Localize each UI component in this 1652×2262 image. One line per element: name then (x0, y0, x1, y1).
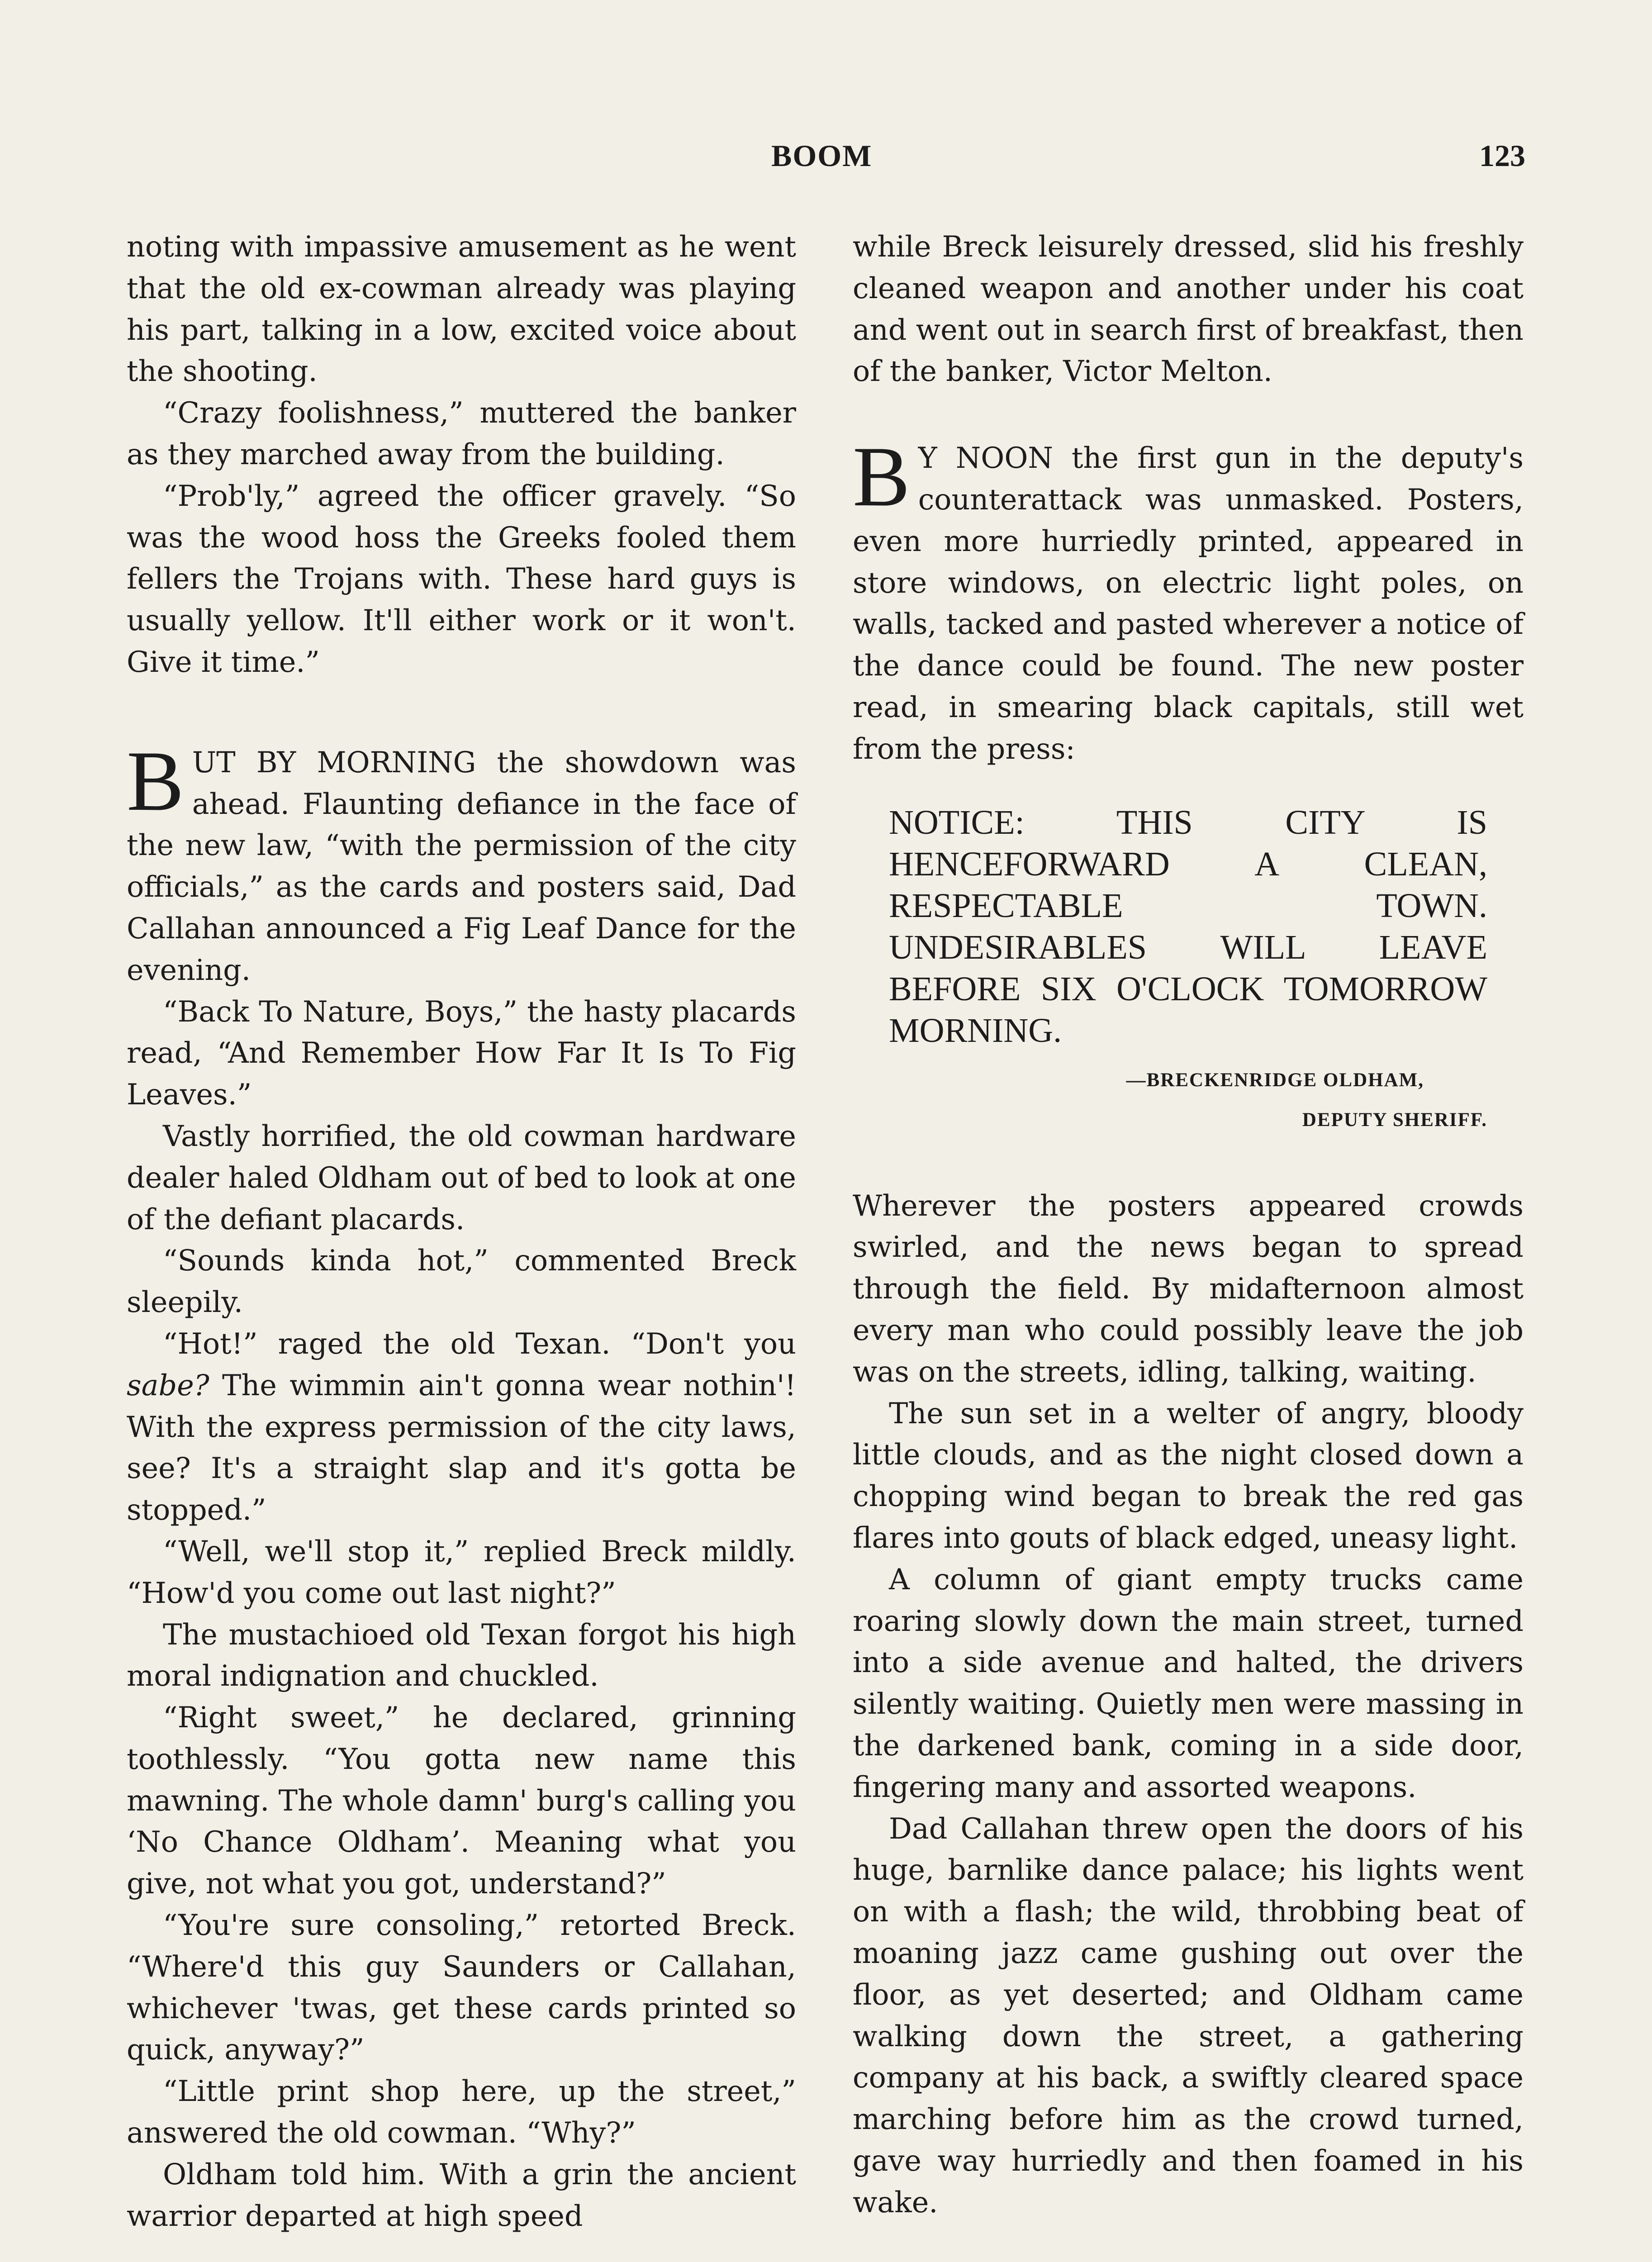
paragraph: Vastly horrified, the old cowman hardware dealer haled Oldham out of bed to look at one of the defiant placards. (127, 1119, 796, 1236)
paragraph-text: the first gun in the deputy's counterattack was unmasked. Posters, even more hurriedly printed, appeared in store windows, on electric light poles, on walls, tacked and pasted wherever a notice of the dance could be found. The new poster read, in smearing black capitals, still wet from the press: (853, 441, 1524, 765)
page-header (0, 138, 1652, 179)
paragraph-text: The wimmin ain't gonna wear nothin'! With the express permission of the city laws, see? It's a straight slap and it's gotta be stopped.” (127, 1368, 796, 1527)
paragraph: The mustachioed old Texan forgot his high moral indignation and chuckled. (127, 1617, 796, 1693)
drop-cap: B (127, 733, 184, 829)
paragraph (127, 1323, 796, 1531)
paragraph-text: “Hot!” raged the old Texan. “Don't you (163, 1326, 796, 1360)
paragraph: “Crazy foolishness,” muttered the banker as they marched away from the building. (127, 396, 796, 471)
paragraph: Wherever the posters appeared crowds swirled, and the news began to spread through the field. By midafternoon almost every man who could possibly leave the job was on the streets, idling, talking, waiting. (853, 1188, 1524, 1388)
paragraph-text: the showdown was ahead. Flaunting defiance in the face of the new law, “with the permission of the city officials,” as the cards and posters said, Dad Callahan announced a Fig Leaf Dance for the evening. (127, 745, 796, 987)
paragraph: “Well, we'll stop it,” replied Breck mildly. “How'd you come out last night?” (127, 1534, 796, 1610)
signature-name: —BRECKENRIDGE OLDHAM, (1126, 1069, 1424, 1091)
paragraph: Oldham told him. With a grin the ancient warrior departed at high speed (127, 2157, 796, 2233)
signature-title: DEPUTY SHERIFF. (1302, 1109, 1487, 1131)
paragraph: “You're sure consoling,” retorted Breck. “Where'd this guy Saunders or Callahan, whichever 'twas, get these cards printed so quick, anyway?” (127, 1908, 796, 2067)
paragraph: A column of giant empty trucks came roaring slowly down the main street, turned into a side avenue and halted, the drivers silently waiting. Quietly men were massing in the darkened bank, coming in a side door, fingering many and assorted weapons. (853, 1562, 1524, 1804)
running-title: BOOM (771, 138, 873, 173)
paragraph: noting with impassive amusement as he went that the old ex-cowman already was playing his part, talking in a low, excited voice about the shooting. (127, 230, 796, 388)
paragraph: “Prob'ly,” agreed the officer gravely. “So was the wood hoss the Greeks fooled them fellers the Trojans with. These hard guys is usually yellow. It'll either work or it won't. Give it time.” (127, 479, 796, 679)
section-opening-paragraph (853, 429, 1524, 770)
left-column (127, 226, 796, 2237)
drop-cap: B (853, 429, 910, 525)
paragraph: “Sounds kinda hot,” commented Breck sleepily. (127, 1244, 796, 1319)
section-lead-in: UT BY MORNING (192, 745, 476, 779)
right-column (853, 226, 1524, 2223)
paragraph: Dad Callahan threw open the doors of his huge, barnlike dance palace; his lights went on with a flash; the wild, throbbing beat of moaning jazz came gushing out over the floor, as yet deserted; and Oldham came walking down the street, a gathering company at his back, a swiftly cleared space marching before him as the crowd turned, gave way hurriedly and then foamed in his wake. (853, 1811, 1524, 2219)
italic-word: sabe? (127, 1368, 209, 1402)
notice-text: NOTICE: THIS CITY IS HENCEFORWARD A CLEAN, RESPECTABLE TOWN. UNDESIRABLES WILL LEAVE BEFORE SIX O'CLOCK TOMORROW MORNING. (889, 803, 1487, 1050)
paragraph: “Right sweet,” he declared, grinning toothlessly. “You gotta new name this mawning. The whole damn' burg's calling you ‘No Chance Oldham’. Meaning what you give, not what you got, understand?” (127, 1701, 796, 1901)
paragraph: “Back To Nature, Boys,” the hasty placards read, “And Remember How Far It Is To Fig Leaves.” (127, 994, 796, 1112)
section-lead-in: Y NOON (918, 441, 1053, 475)
page-number: 123 (1479, 138, 1525, 173)
paragraph: The sun set in a welter of angry, bloody little clouds, and as the night closed down a chopping wind began to break the red gas flares into gouts of black edged, uneasy light. (853, 1396, 1524, 1554)
paragraph: while Breck leisurely dressed, slid his freshly cleaned weapon and another under his coat and went out in search first of breakfast, then of the banker, Victor Melton. (853, 230, 1524, 388)
section-opening-paragraph (127, 733, 796, 991)
paragraph: “Little print shop here, up the street,” answered the old cowman. “Why?” (127, 2074, 796, 2150)
